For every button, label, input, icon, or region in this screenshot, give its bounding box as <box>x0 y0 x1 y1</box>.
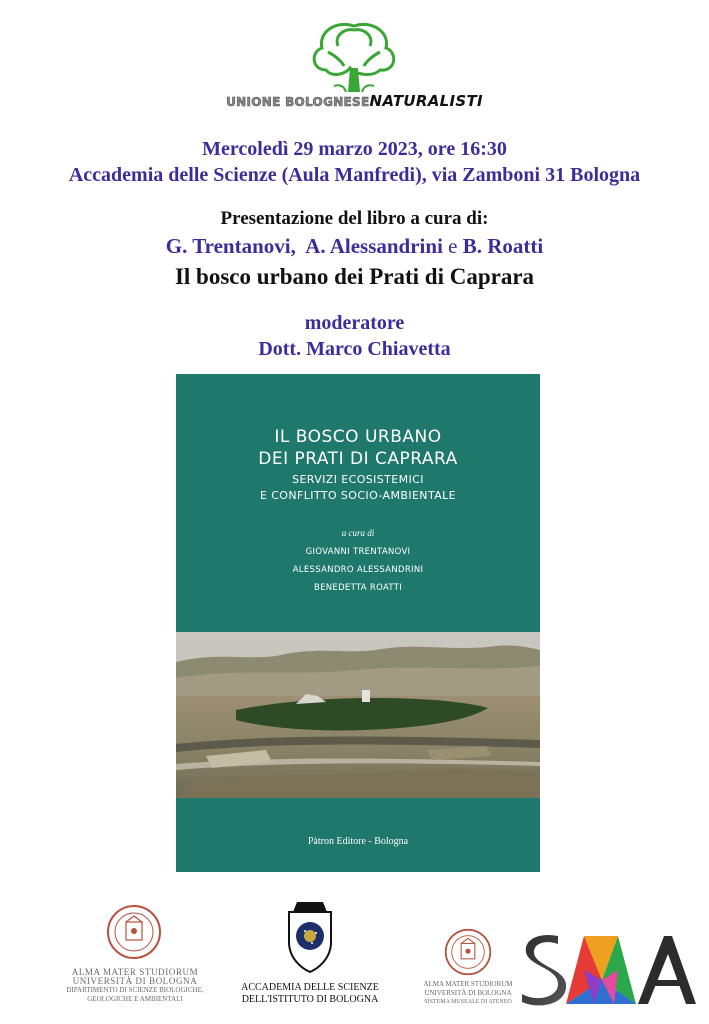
sma-logo <box>518 930 698 1010</box>
cover-title-line2: DEI PRATI DI CAPRARA <box>258 449 458 469</box>
author-conjunction: e <box>448 234 458 258</box>
author-trentanovi: G. Trentanovi, <box>165 234 296 258</box>
cover-aerial-photo <box>176 632 540 798</box>
tree-icon <box>292 18 416 94</box>
author-alessandrini: A. Alessandrini <box>305 234 443 258</box>
org-wordmark <box>0 92 709 110</box>
unibo-sma-line3: SISTEMA MUSEALE DI ATENEO <box>424 999 512 1005</box>
cover-editor: BENEDETTA ROATTI <box>313 583 403 593</box>
moderator-label: moderatore <box>304 312 405 334</box>
unibo-sma-text <box>412 980 524 1007</box>
event-date-time: Mercoledì 29 marzo 2023, ore 16:30 <box>202 138 507 160</box>
book-title: Il bosco urbano dei Prati di Caprara <box>174 264 535 289</box>
cover-subtitle-line1: SERVIZI ECOSISTEMICI <box>292 473 424 486</box>
event-venue: Accademia delle Scienze (Aula Manfredi), via Zamboni 31 Bologna <box>68 164 641 186</box>
unibo-sma-line2: UNIVERSITÀ DI BOLOGNA <box>424 989 512 997</box>
book-cover <box>176 374 540 872</box>
academy-text <box>220 982 400 1006</box>
unibo-dept-line4: GEOLOGICHE E AMBIENTALI <box>87 995 183 1003</box>
unibo-seal-icon <box>106 904 162 960</box>
cover-editor: GIOVANNI TRENTANOVI <box>305 547 411 557</box>
moderator-name: Dott. Marco Chiavetta <box>258 338 451 360</box>
cover-subtitle <box>176 472 540 504</box>
cover-title <box>176 426 540 470</box>
cover-subtitle-line2: E CONFLITTO SOCIO-AMBIENTALE <box>259 489 457 502</box>
unibo-dept-line2: UNIVERSITÀ DI BOLOGNA <box>72 976 198 986</box>
cover-editor: ALESSANDRO ALESSANDRINI <box>292 565 424 575</box>
cover-title-line1: IL BOSCO URBANO <box>274 427 442 447</box>
org-name-part1: UNIONE BOLOGNESE <box>226 95 370 109</box>
academy-emblem-icon <box>283 898 337 974</box>
presentation-intro: Presentazione del libro a cura di: <box>220 208 489 229</box>
unibo-sma-seal-icon <box>444 928 492 976</box>
cover-publisher: Pàtron Editore - Bologna <box>307 836 409 847</box>
book-authors <box>0 234 709 259</box>
cover-edited-by: a cura di <box>341 528 375 538</box>
author-roatti: B. Roatti <box>462 234 544 258</box>
academy-line1: ACCADEMIA DELLE SCIENZE <box>241 982 379 993</box>
org-name-part2: NATURALISTI <box>369 92 483 110</box>
unibo-sma-line1: ALMA MATER STUDIORUM <box>423 980 513 988</box>
unibo-dept-text <box>60 968 210 1004</box>
academy-line2: DELL'ISTITUTO DI BOLOGNA <box>241 994 379 1005</box>
unibo-dept-line1: ALMA MATER STUDIORUM <box>71 967 199 977</box>
unibo-dept-line3: DIPARTIMENTO DI SCIENZE BIOLOGICHE, <box>66 986 204 994</box>
